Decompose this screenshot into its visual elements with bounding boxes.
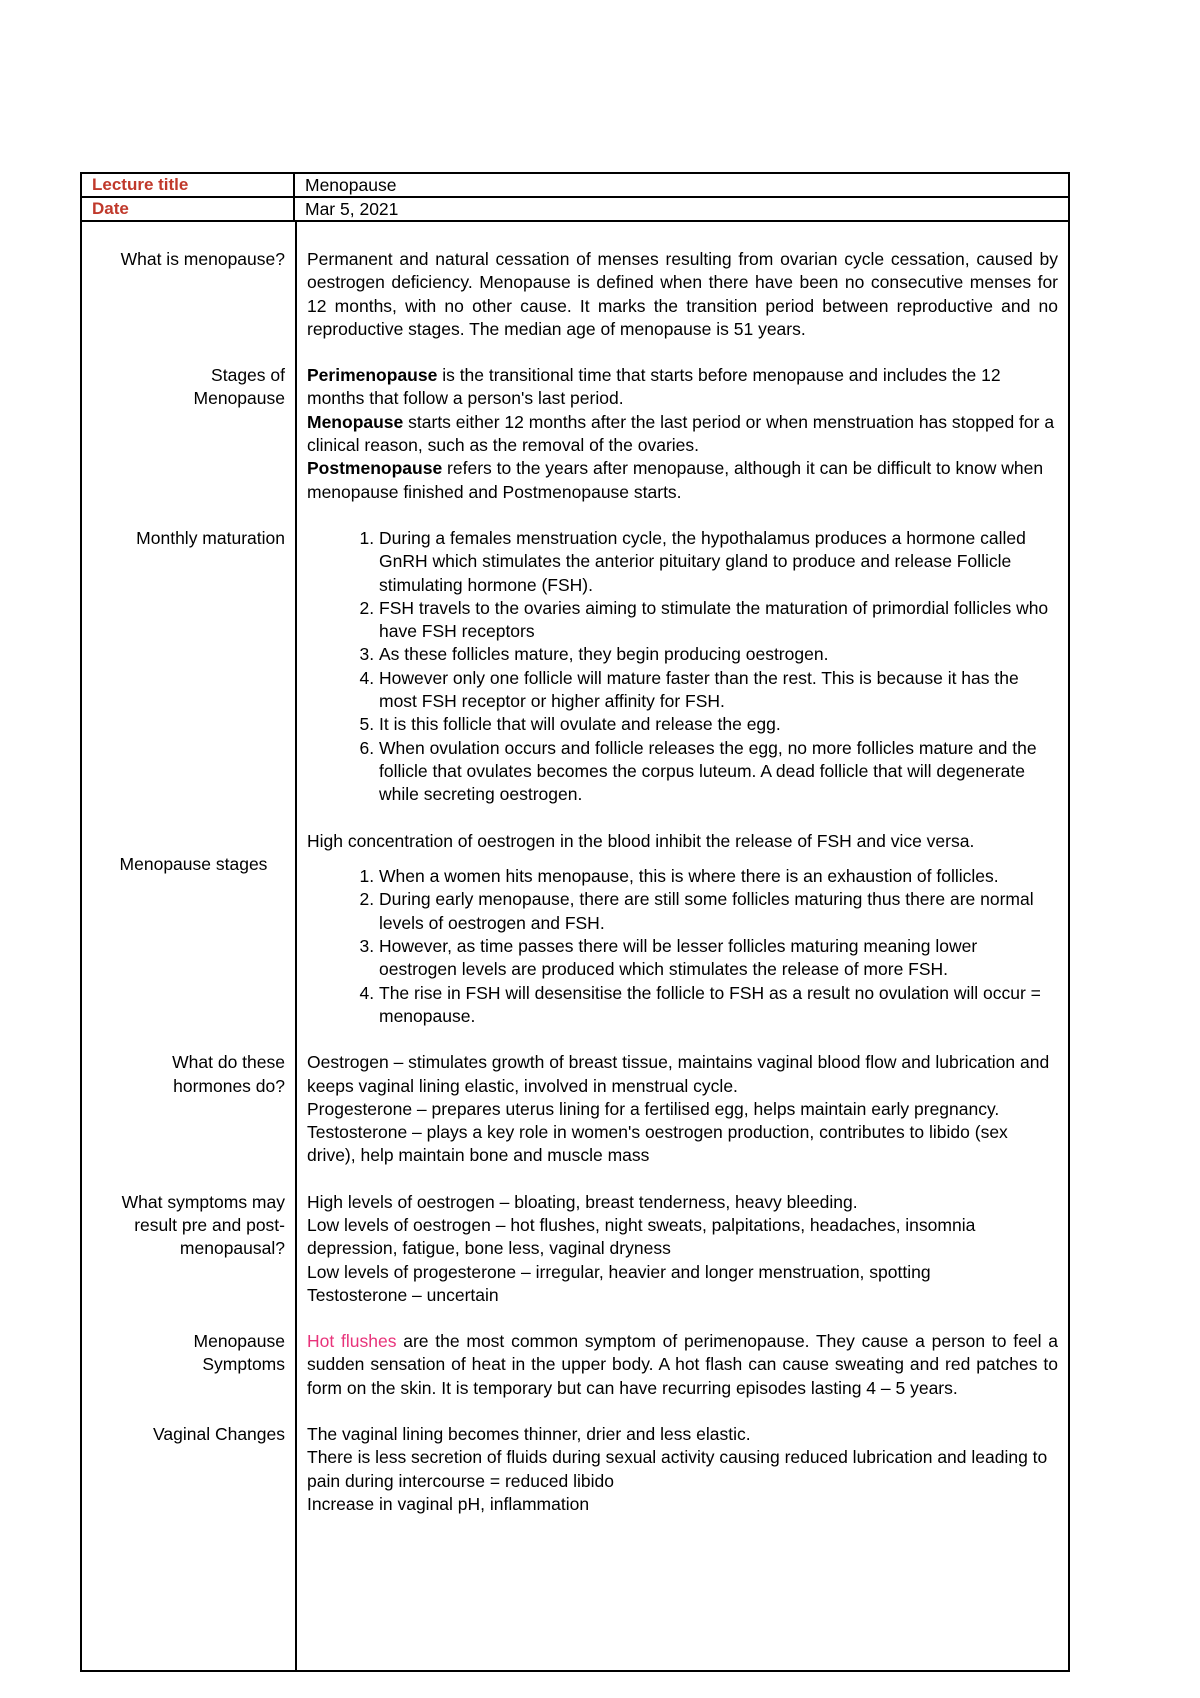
list-item: 6. When ovulation occurs and follicle releases the egg, no more follicles mature and the follicle that ovulates becomes the corpus luteum. A dead follicle that will degenerate while secreting oestrogen. (379, 737, 1058, 807)
notes-body (82, 224, 1068, 1670)
lecture-title-label: Lecture title (82, 174, 295, 196)
lecture-title-value: Menopause (305, 175, 397, 195)
list-item: 4. The rise in FSH will desensitise the follicle to FSH as a result no ovulation will occur = menopause. (379, 982, 1058, 1029)
list-item: 1. During a females menstruation cycle, the hypothalamus produces a hormone called GnRH which stimulates the anterior pituitary gland to produce and release Follicle stimulating hormone (FSH). (379, 527, 1058, 597)
answer-menopause-symptoms (295, 1330, 1068, 1400)
symptom-line: Low levels of progesterone – irregular, heavier and longer menstruation, spotting (307, 1261, 931, 1282)
answer-monthly-maturation (295, 527, 1068, 853)
row-stages-of-menopause (82, 364, 1068, 504)
vaginal-line: There is less secretion of fluids during sexual activity causing reduced lubrication and leading to pain during intercourse = reduced libido (307, 1447, 1048, 1491)
answer-hormones (295, 1051, 1068, 1167)
lecture-notes-table (80, 172, 1070, 1672)
question-vaginal-changes: Vaginal Changes (153, 1424, 285, 1445)
row-symptoms-pre-post (82, 1191, 1068, 1307)
question-menopause-symptoms: Menopause Symptoms (193, 1331, 285, 1375)
lecture-title-row (82, 174, 1068, 198)
column-divider (295, 222, 297, 1670)
question-menopause-stages: Menopause stages (119, 854, 268, 875)
hormone-line: Oestrogen – stimulates growth of breast tissue, maintains vaginal blood flow and lubrication and keeps vaginal lining elastic, involved in menstrual cycle. (307, 1052, 1050, 1096)
answer-stages-of-menopause (295, 364, 1068, 504)
stage-term: Perimenopause (307, 365, 438, 386)
row-hormones (82, 1051, 1068, 1167)
hormone-line: Testosterone – plays a key role in women's oestrogen production, contributes to libido (sex drive), help maintain bone and muscle mass (307, 1122, 1008, 1166)
list-item: 3. However, as time passes there will be lesser follicles maturing meaning lower oestrogen levels are produced which stimulates the release of more FSH. (379, 935, 1058, 982)
list-item: 5. It is this follicle that will ovulate and release the egg. (379, 713, 1058, 736)
row-what-is-menopause (82, 248, 1068, 341)
row-menopause-symptoms (82, 1330, 1068, 1400)
stage-text: refers to the years after menopause, although it can be difficult to know when menopause finished and Postmenopause starts. (307, 458, 1044, 502)
question-stages-of-menopause: Stages of Menopause (193, 365, 285, 409)
stage-term: Postmenopause (307, 458, 443, 479)
answer-menopause-stages (295, 807, 1068, 1028)
question-symptoms-pre-post: What symptoms may result pre and post-menopausal? (121, 1191, 285, 1259)
row-menopause-stages (82, 807, 1068, 1028)
answer-symptoms-pre-post (295, 1191, 1068, 1307)
symptom-line: High levels of oestrogen – bloating, breast tenderness, heavy bleeding. (307, 1191, 858, 1212)
menopause-stages-list (307, 865, 1058, 1028)
hormone-line: Progesterone – prepares uterus lining for a fertilised egg, helps maintain early pregnancy. (307, 1098, 1000, 1119)
list-item: 2. FSH travels to the ovaries aiming to stimulate the maturation of primordial follicles who have FSH receptors (379, 597, 1058, 644)
question-monthly-maturation: Monthly maturation (136, 527, 285, 548)
oestrogen-fsh-note: High concentration of oestrogen in the blood inhibit the release of FSH and vice versa. (307, 830, 975, 851)
list-item: 4. However only one follicle will mature faster than the rest. This is because it has the most FSH receptor or higher affinity for FSH. (379, 667, 1058, 714)
symptom-line: Testosterone – uncertain (307, 1284, 499, 1305)
question-hormones: What do these hormones do? (172, 1052, 285, 1096)
hot-flushes-highlight: Hot flushes (307, 1331, 397, 1352)
stage-item (307, 457, 1058, 504)
stage-item (307, 411, 1058, 458)
date-label: Date (82, 198, 295, 220)
stage-item (307, 364, 1058, 411)
vaginal-line: The vaginal lining becomes thinner, drier and less elastic. (307, 1424, 751, 1445)
maturation-list (307, 527, 1058, 807)
stage-term: Menopause (307, 411, 404, 432)
list-item: 3. As these follicles mature, they begin producing oestrogen. (379, 643, 1058, 666)
list-item: 2. During early menopause, there are still some follicles maturing thus there are normal levels of oestrogen and FSH. (379, 888, 1058, 935)
menopause-symptoms-text: are the most common symptom of perimenopause. They cause a person to feel a sudden sensation of heat in the upper body. A hot flash can cause sweating and red patches to form on the skin. It is temporary but can have recurring episodes lasting 4 – 5 years. (307, 1331, 1058, 1398)
answer-what-is-menopause: Permanent and natural cessation of menses resulting from ovarian cycle cessation, caused by oestrogen deficiency. Menopause is defined when there have been no consecutive menses for 12 months, with no other cause. It marks the transition period between reproductive and no reproductive stages. The median age of menopause is 51 years. (307, 249, 1058, 339)
answer-vaginal-changes (295, 1423, 1068, 1516)
date-value: Mar 5, 2021 (305, 199, 399, 219)
row-monthly-maturation (82, 527, 1068, 853)
list-item: 1. When a women hits menopause, this is where there is an exhaustion of follicles. (379, 865, 1058, 888)
symptom-line: Low levels of oestrogen – hot flushes, night sweats, palpitations, headaches, insomnia depression, fatigue, bone less, vaginal dryness (307, 1214, 976, 1259)
stage-text: is the transitional time that starts before menopause and includes the 12 months that follow a person's last period. (307, 365, 1001, 409)
vaginal-line: Increase in vaginal pH, inflammation (307, 1493, 590, 1514)
row-vaginal-changes (82, 1423, 1068, 1516)
stage-text: starts either 12 months after the last period or when menstruation has stopped for a clinical reason, such as the removal of the ovaries. (307, 411, 1055, 456)
date-row (82, 198, 1068, 222)
question-what-is-menopause: What is menopause? (120, 249, 285, 269)
